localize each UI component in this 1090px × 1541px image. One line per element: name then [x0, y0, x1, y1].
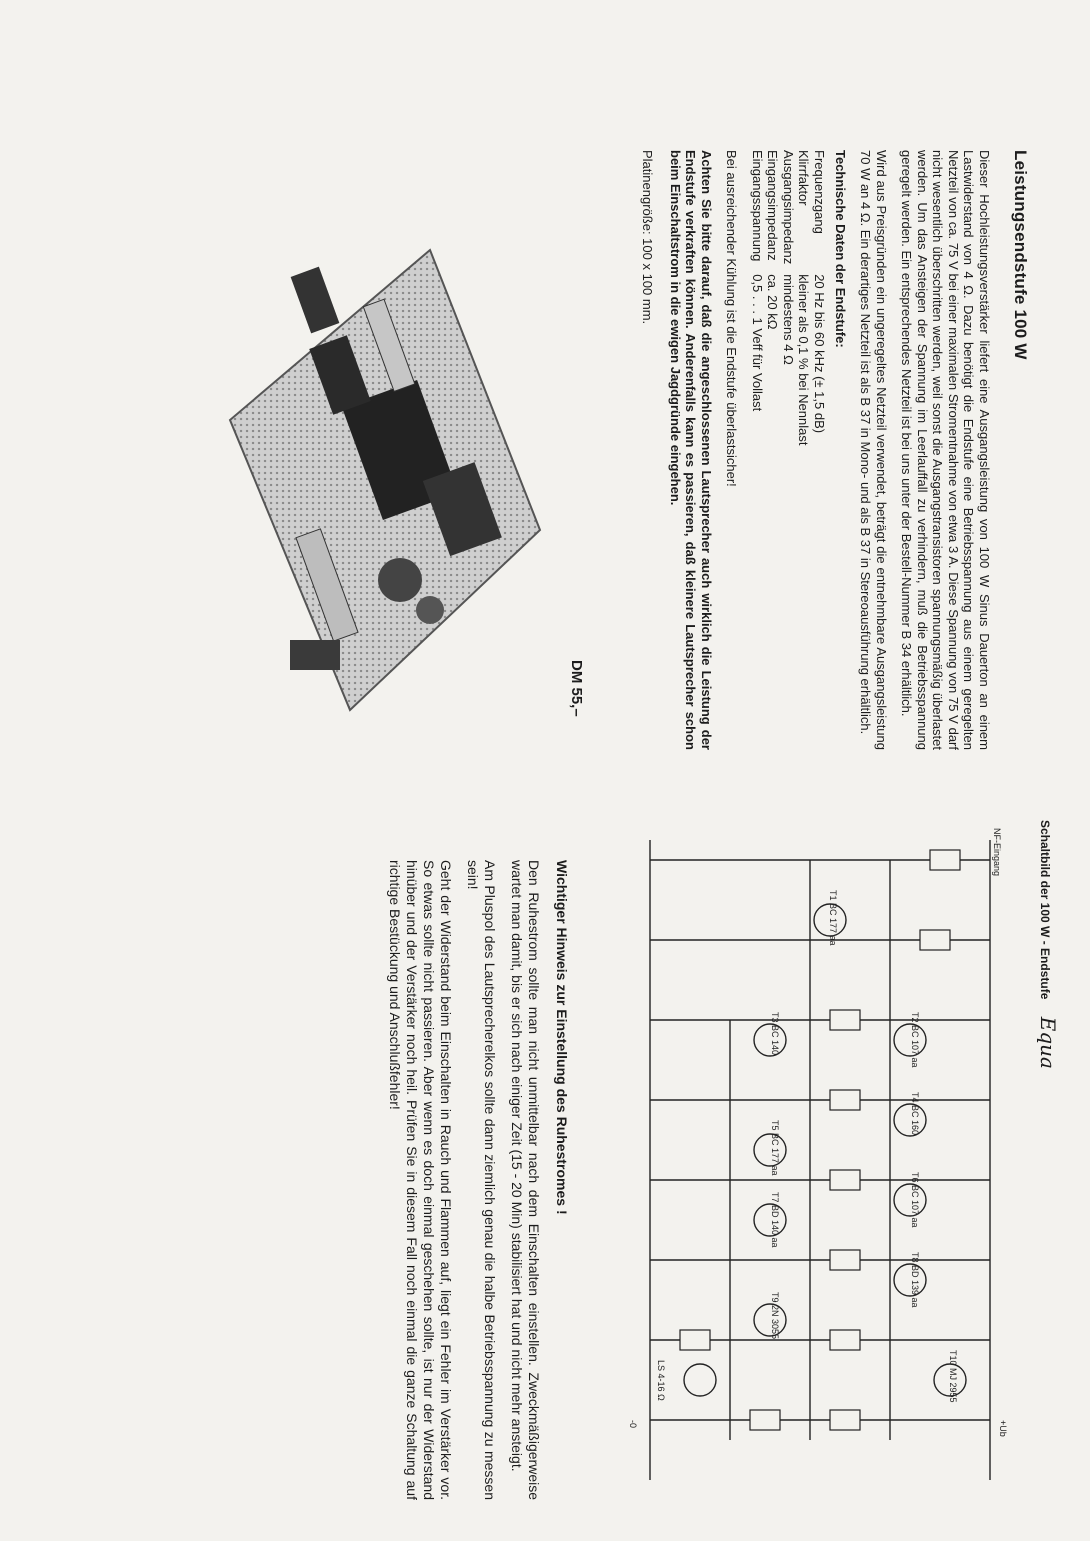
cooling-note: Bei ausreichender Kühlung ist die Endstufe überlastsicher! — [724, 150, 740, 487]
schematic-label: T9 2N 3055 — [770, 1292, 780, 1340]
article-paragraph-2: Wird aus Preisgründen ein ungeregeltes Netzteil verwendet, beträgt die entnehmbare Ausgangsleistung 70 W an 4 Ω. Ein derartiges Netzteil ist als B 37 in Mono- und als B 37 in Stereoausführung erhältlich. — [858, 150, 889, 750]
schematic-label: LS 4-16 Ω — [656, 1360, 666, 1401]
schematic-label: T10 MJ 2955 — [948, 1350, 958, 1403]
spec-value: 20 Hz bis 60 kHz (± 1,5 dB) — [812, 274, 827, 434]
schematic-label: T3 BC 140 — [770, 1012, 780, 1056]
spec-value: kleiner als 0,1 % bei Nennlast — [796, 274, 812, 446]
hint-paragraph-1: Den Ruhestrom sollte man nicht unmittelbar nach dem Einschalten einstellen. Zweckmäßigerweise wartet man damit, bis er sich nach einiger Zeit (15 - 20 Min) stabilisiert hat und nicht mehr ansteigt. — [509, 860, 542, 1500]
spec-label: Klirrfaktor — [796, 150, 812, 206]
schematic-label: NF-Eingang — [992, 828, 1002, 877]
article — [641, 150, 1031, 750]
article-title: Leistungsendstufe 100 W — [1011, 150, 1030, 360]
spec-row — [765, 150, 781, 455]
schematic-label: T7 BD 140 aa — [770, 1192, 780, 1248]
schematic-label: T6 BC 107 aa — [910, 1172, 920, 1228]
hint-title: Wichtiger Hinweis zur Einstellung des Ruhestromes ! — [554, 860, 570, 1215]
handwritten-note: Equa — [1036, 1016, 1060, 1069]
board-size: Platinengröße: 100 x 100 mm. — [640, 150, 656, 325]
spec-value: ca. 20 kΩ — [765, 274, 781, 330]
spec-row — [812, 150, 828, 455]
hint-paragraph-3: Geht der Widerstand beim Einschalten in Rauch und Flammen auf, liegt ein Fehler im Verstärker vor. So etwas sollte nicht passieren. Aber wenn es doch einmal geschehen sollte, ist nur der Widerstand hinüber und der Verstärker noch heil. Prüfen Sie in diesem Fall noch einmal die ganze Schaltung auf richtige Bestückung und Anschlußfehler! — [387, 860, 454, 1500]
schematic-label: T8 BD 139 aa — [910, 1252, 920, 1308]
schematic-label: -0 — [628, 1420, 638, 1429]
spec-row — [796, 150, 812, 455]
schematic-label: T2 BC 107 aa — [910, 1012, 920, 1068]
schematic-title-text: Schaltbild der 100 W - Endstufe — [1038, 820, 1052, 1000]
schematic-label: T4 BC 160 — [910, 1092, 920, 1136]
spec-label: Eingangsspannung — [750, 150, 765, 262]
specs-title: Technische Daten der Endstufe: — [833, 150, 848, 348]
schematic — [620, 820, 1060, 1520]
spec-label: Ausgangsimpedanz — [781, 150, 796, 265]
spec-label: Frequenzgang — [812, 150, 827, 234]
spec-row — [781, 150, 797, 455]
hint-paragraph-2: Am Pluspol des Lautsprecherelkos sollte dann ziemlich genau die halbe Betriebsspannung zu messen sein! — [465, 860, 498, 1500]
article-paragraph-1: Dieser Hochleistungsverstärker liefert eine Ausgangsleistung von 100 W Sinus Dauerton an einem Lastwiderstand von 4 Ω. Dazu benötigt die Endstufe eine Betriebsspannung aus einem geregelten Netzteil von ca. 75 V bei einer maximalen Stromentnahme von etwa 3 A. Diese Spannung von 75 V darf nicht wesentlich überschritten werden, weil sonst die Ausgangstransistoren spannungsmäßig überlastet werden. Um das Ansteigen der Spannung im Leerlauffall zu verhindern, muß die Betriebsspannung geregelt werden. Ein entsprechendes Netzteil ist bei uns unter der Bestell-Nummer B 34 erhältlich. — [899, 150, 992, 750]
spec-value: mindestens 4 Ω — [781, 274, 796, 365]
price: DM 55,– — [568, 660, 585, 717]
schematic-label: T5 BC 177 aa — [770, 1120, 780, 1176]
spec-label: Eingangsimpedanz — [765, 150, 781, 261]
spec-value: 0,5 . . . 1 Veff für Vollast — [750, 274, 765, 412]
speaker-warning: Achten Sie bitte darauf, daß die angeschlossenen Lautsprecher auch wirklich die Leistung der Endstufe verkraften können. Anderenfalls kann es passieren, daß kleinere Lautsprecher schon beim Einschaltstrom in die ewigen Jagdgründe eingehen. — [668, 150, 714, 750]
circuit-diagram — [620, 820, 1030, 1500]
schematic-title — [1036, 820, 1060, 1520]
schematic-label: +Ub — [998, 1420, 1008, 1437]
schematic-label: T1 BC 177 aa — [828, 890, 838, 946]
spec-row — [750, 150, 766, 455]
specs-table — [750, 150, 828, 455]
pcb-photo — [220, 230, 550, 730]
hint-section — [376, 860, 570, 1500]
